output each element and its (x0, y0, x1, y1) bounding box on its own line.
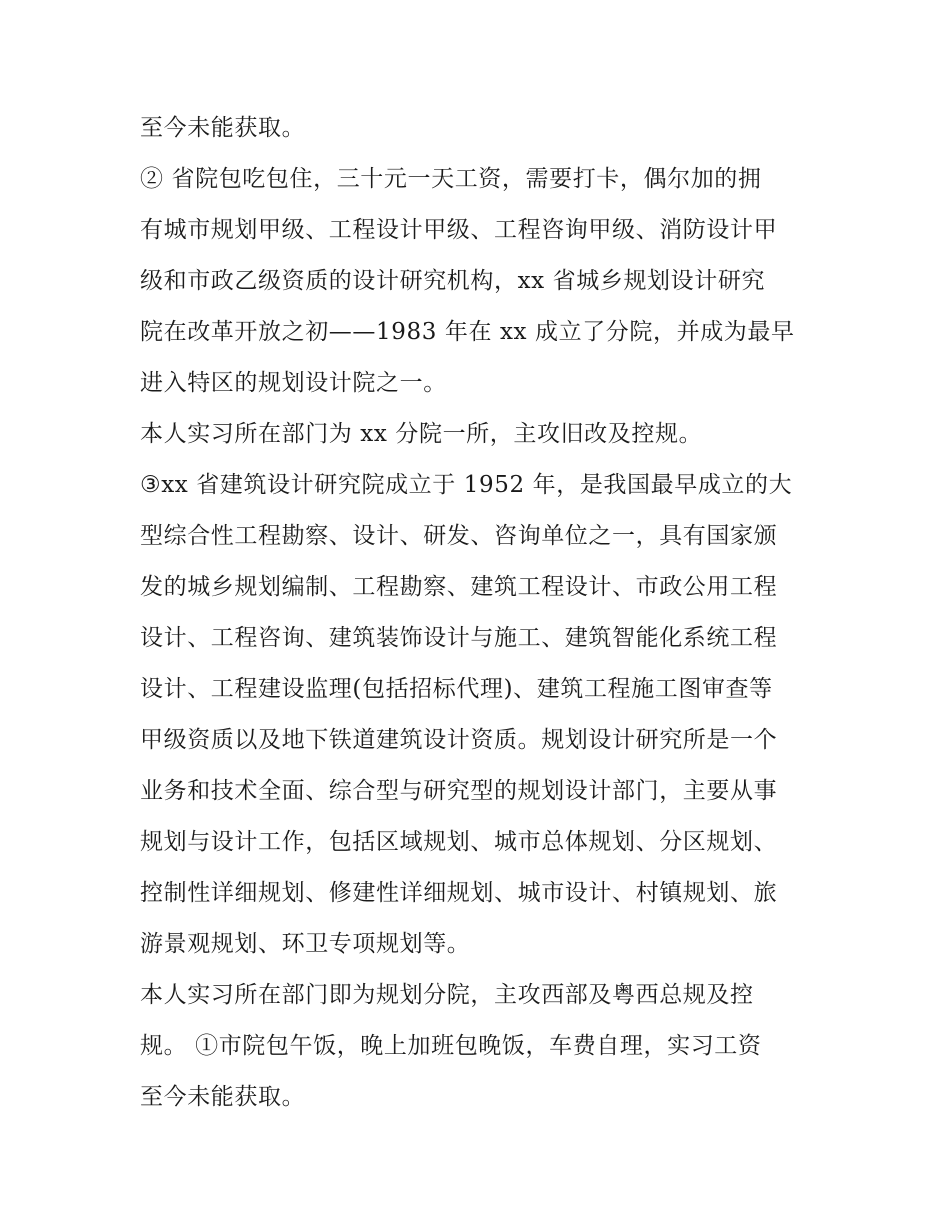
text-line: 级和市政乙级资质的设计研究机构，xx 省城乡规划设计研究 (140, 268, 766, 294)
text-line: 至今未能获取。 (140, 1084, 306, 1110)
text-line: 甲级资质以及地下铁道建筑设计资质。规划设计研究所是一个 (140, 727, 778, 753)
text-line: ③xx 省建筑设计研究院成立于 1952 年，是我国最早成立的大 (140, 472, 793, 498)
text-line: 游景观规划、环卫专项规划等。 (140, 931, 471, 957)
text-line: 至今未能获取。 (140, 115, 306, 141)
text-line: 控制性详细规划、修建性详细规划、城市设计、村镇规划、旅 (140, 880, 778, 906)
text-line: 有城市规划甲级、工程设计甲级、工程咨询甲级、消防设计甲 (140, 217, 778, 243)
text-line: 院在改革开放之初——1983 年在 xx 成立了分院，并成为最早 (140, 319, 795, 345)
body-text (140, 103, 820, 1123)
text-line: 本人实习所在部门为 xx 分院一所，主攻旧改及控规。 (140, 421, 703, 447)
text-line: 业务和技术全面、综合型与研究型的规划设计部门，主要从事 (140, 778, 778, 804)
text-line: ② 省院包吃包住，三十元一天工资，需要打卡，偶尔加的拥 (140, 166, 762, 192)
text-line: 规划与设计工作，包括区域规划、城市总体规划、分区规划、 (140, 829, 778, 855)
text-line: 设计、工程建设监理(包括招标代理)、建筑工程施工图审查等 (140, 676, 773, 702)
text-line: 本人实习所在部门即为规划分院，主攻西部及粤西总规及控 (140, 982, 754, 1008)
text-line: 发的城乡规划编制、工程勘察、建筑工程设计、市政公用工程 (140, 574, 778, 600)
text-line: 设计、工程咨询、建筑装饰设计与施工、建筑智能化系统工程 (140, 625, 778, 651)
text-line: 进入特区的规划设计院之一。 (140, 370, 447, 396)
text-line: 型综合性工程勘察、设计、研发、咨询单位之一，具有国家颁 (140, 523, 778, 549)
text-line: 规。 ①市院包午饭，晚上加班包晚饭，车费自理，实习工资 (140, 1033, 762, 1059)
